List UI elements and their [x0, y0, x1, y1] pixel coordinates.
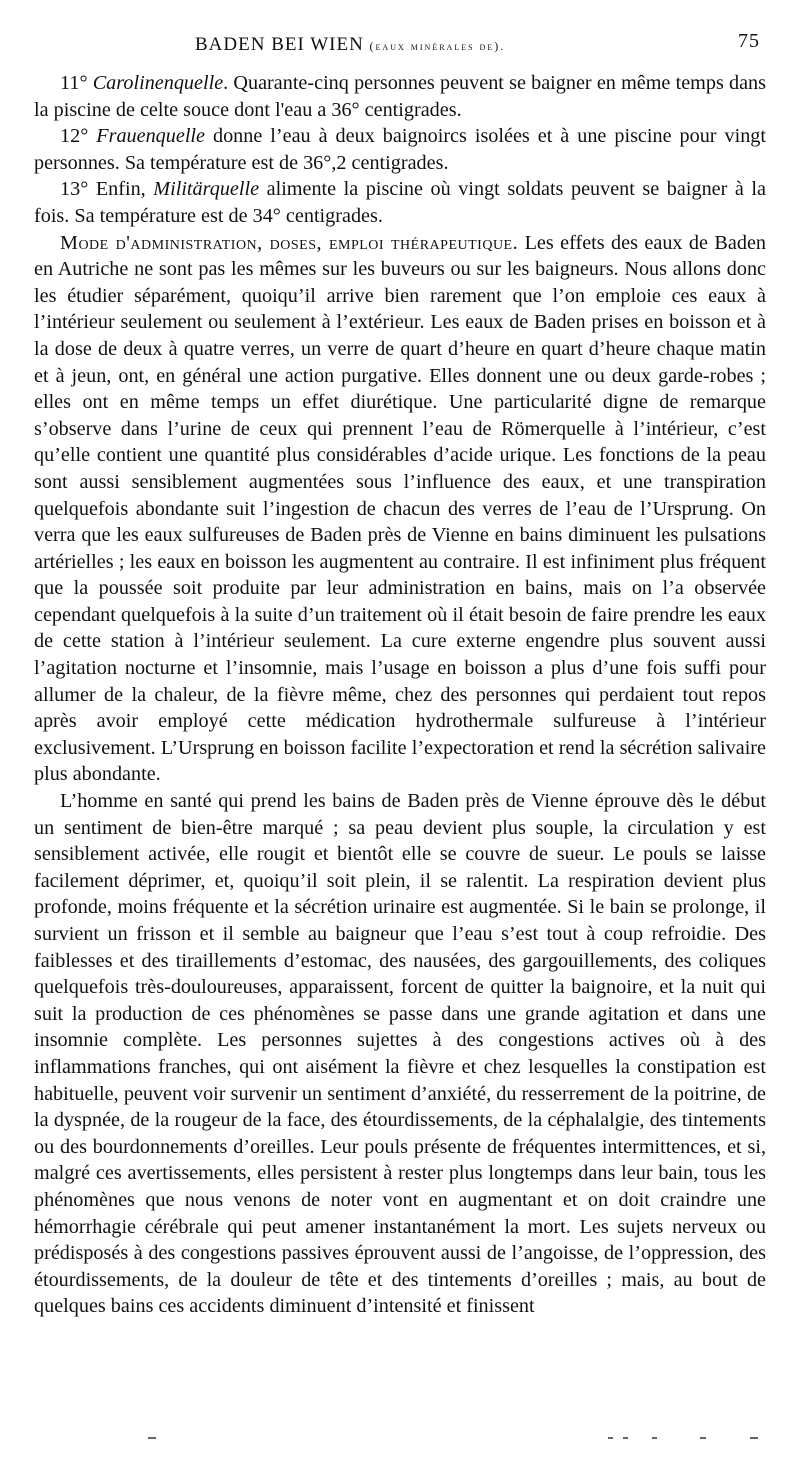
para1-spring-name: Carolinenquelle	[92, 72, 224, 94]
footer-mark	[700, 1437, 706, 1439]
paragraph-militarquelle	[34, 176, 766, 229]
para3-lead: 13° Enfin,	[60, 178, 154, 201]
paragraph-homme-en-sante	[34, 788, 766, 1320]
paragraph-frauenquelle	[34, 123, 766, 176]
footer-mark	[148, 1437, 156, 1439]
paragraph-mode-administration	[34, 230, 766, 788]
para2-text: donne l’eau à deux baignoircs isolées et à une piscine pour vingt personnes. Sa température est de 36°,2 centigrades.	[34, 125, 767, 174]
para3-spring-name: Militärquelle	[153, 178, 260, 201]
para3-text: alimente la piscine où vingt soldats peuvent se baigner à la fois. Sa température est de 34° centigrades.	[34, 178, 766, 227]
para1-lead: 11°	[60, 72, 93, 94]
footer-mark	[750, 1437, 758, 1439]
footer-mark	[623, 1437, 628, 1439]
para5-text: L’homme en santé qui prend les bains de Baden près de Vienne éprouve dès le début un sentiment de bien-être marqué ; sa peau devient plus souple, la circulation y est sensiblement activée, elle rougit et bientôt elle se couvre de sueur. Le pouls se laisse facilement déprimer, et, quoiqu’il soit plein, il se ralentit. La respiration devient plus profonde, moins fréquente et la sécrétion urinaire est augmentée. Si le bain se prolonge, il survient un frisson et il semble au baigneur que l’eau s’est tout à coup refroidie. Des faiblesses et des tiraillements d’estomac, des nausées, des gargouillements, des coliques quelquefois très-douloureuses, apparaissent, forcent de quitter la baignoire, et la nuit qui suit la production de ces phénomènes se passe dans une grande agitation et dans une insomnie complète. Les personnes sujettes à des congestions actives où à des inflammations franches, qui ont aisément la fièvre et chez lesquelles la constipation est habituelle, peuvent voir survenir un sentiment d’anxiété, du resserrement de la poitrine, de la dyspnée, de la rougeur de la face, des étourdissements, de la céphalalgie, des tintements ou des bourdonnements d’oreilles. Leur pouls présente de fréquentes intermittences, et si, malgré ces avertissements, elles persistent à rester plus longtemps dans leur bain, tous les phénomènes que nous venons de noter vont en augmentant et on doit craindre une hémorrhagie cérébrale qui peut amener instantanément la mort. Les sujets nerveux ou prédisposés à des congestions passives éprouvent aussi de l’angoisse, de l’oppression, des étourdissements, de la douleur de tête et des tintements d’oreilles ; mais, au bout de quelques bains ces accidents diminuent d’intensité et finissent	[34, 790, 766, 1318]
header-title: BADEN BEI WIEN	[195, 34, 364, 55]
para1-text: . Quarante-cinq personnes peuvent se baigner en même temps dans la piscine de celte souce dont l'eau a 36° centigrades.	[34, 72, 767, 121]
footer-mark	[652, 1437, 657, 1439]
para4-text: Les effets des eaux de Baden en Autriche ne sont pas les mêmes sur les buveurs ou sur les baigneurs. Nous allons donc les étudier séparément, quoiqu’il arrive bien rarement que l’on emploie ces eaux à l’intérieur seulement ou seulement à l’extérieur. Les eaux de Baden prises en boisson et à la dose de deux à quatre verres, un verre de quart d’heure en quart d’heure chaque matin et à jeun, ont, en général une action purgative. Elles donnent une ou deux garde-robes ; elles ont en même temps un effet diurétique. Une particularité digne de remarque s’observe dans l’urine de ceux qui prennent l’eau de Römerquelle à l’intérieur, c’est qu’elle contient une quantité plus considérables d’acide urique. Les fonctions de la peau sont aussi sensiblement augmentées sous l’influence des eaux, et une transpiration quelquefois abondante suit l’ingestion de chacun des verres de l’eau de l’Ursprung. On verra que les eaux sulfureuses de Baden près de Vienne en bains diminuent les pulsations artérielles ; les eaux en boisson les augmentent au contraire. Il est infiniment plus fréquent que la poussée soit produite par leur administration en bains, mais on l’a observée cependant quelquefois à la suite d’un traitement où il était besoin de faire prendre les eaux de cette station à l’intérieur seulement. La cure externe engendre plus souvent aussi l’agitation nocturne et l’insomnie, mais l’usage en boisson a plus d’une fois suffi pour allumer de la chaleur, de la fièvre même, chez des personnes qui perdaient tout repos après avoir employé cette médication hydrothermale sulfureuse à l’intérieur exclusivement. L’Ursprung en boisson facilite l’expectoration et rend la sécrétion salivaire plus abondante.	[34, 231, 766, 786]
para2-lead: 12°	[60, 125, 97, 148]
page-body	[34, 70, 766, 1320]
header-subtitle: (eaux minérales de).	[369, 39, 506, 53]
footer-mark	[608, 1437, 613, 1439]
section-heading: Mode d'administration, doses, emploi thérapeutique.	[60, 231, 519, 254]
paragraph-carolinenquelle	[34, 70, 766, 123]
running-title	[195, 34, 505, 56]
para2-spring-name: Frauenquelle	[96, 125, 206, 148]
page-number: 75	[738, 30, 760, 52]
running-header	[60, 30, 760, 60]
